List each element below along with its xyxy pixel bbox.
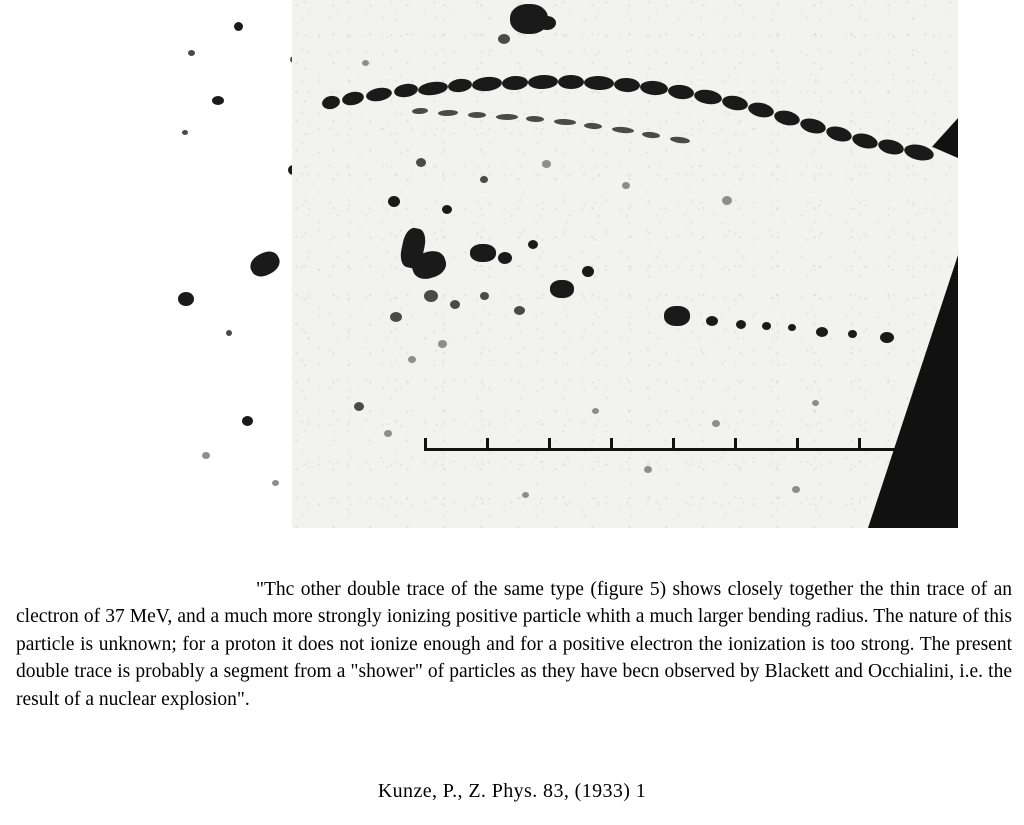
scale-bar-tick (858, 438, 861, 451)
cloud-chamber-plate (292, 0, 958, 528)
scale-bar-tick (610, 438, 613, 451)
plate-edge-shadow-top (932, 118, 958, 158)
citation-reference: Kunze, P., Z. Phys. 83, (1933) 1 (377, 780, 647, 802)
figure-caption (16, 576, 1012, 714)
scale-bar-tick (548, 438, 551, 451)
scale-bar-tick (734, 438, 737, 451)
scale-bar-tick (672, 438, 675, 451)
scale-bar (424, 438, 924, 460)
film-edge-grain (168, 0, 298, 528)
scale-bar-tick (796, 438, 799, 451)
figure-panel (168, 0, 958, 530)
plate-edge-shadow (868, 255, 958, 528)
scale-bar-tick (424, 438, 427, 451)
scale-bar-tick (486, 438, 489, 451)
caption-text: "Thc other double trace of the same type (figure 5) shows closely together the thin trace of an clectron of 37 MeV, and a much more strongly ionizing positive particle whith a much larger bending radius. The nature of this particle is unknown; for a proton it does not ionize enough and for a positive electron the ionization is too strong. The present double trace is probably a segment from a "shower" of particles as they have becn observed by Blackett and Occhialini, i.e. the result of a nuclear explosion". (16, 578, 1012, 710)
